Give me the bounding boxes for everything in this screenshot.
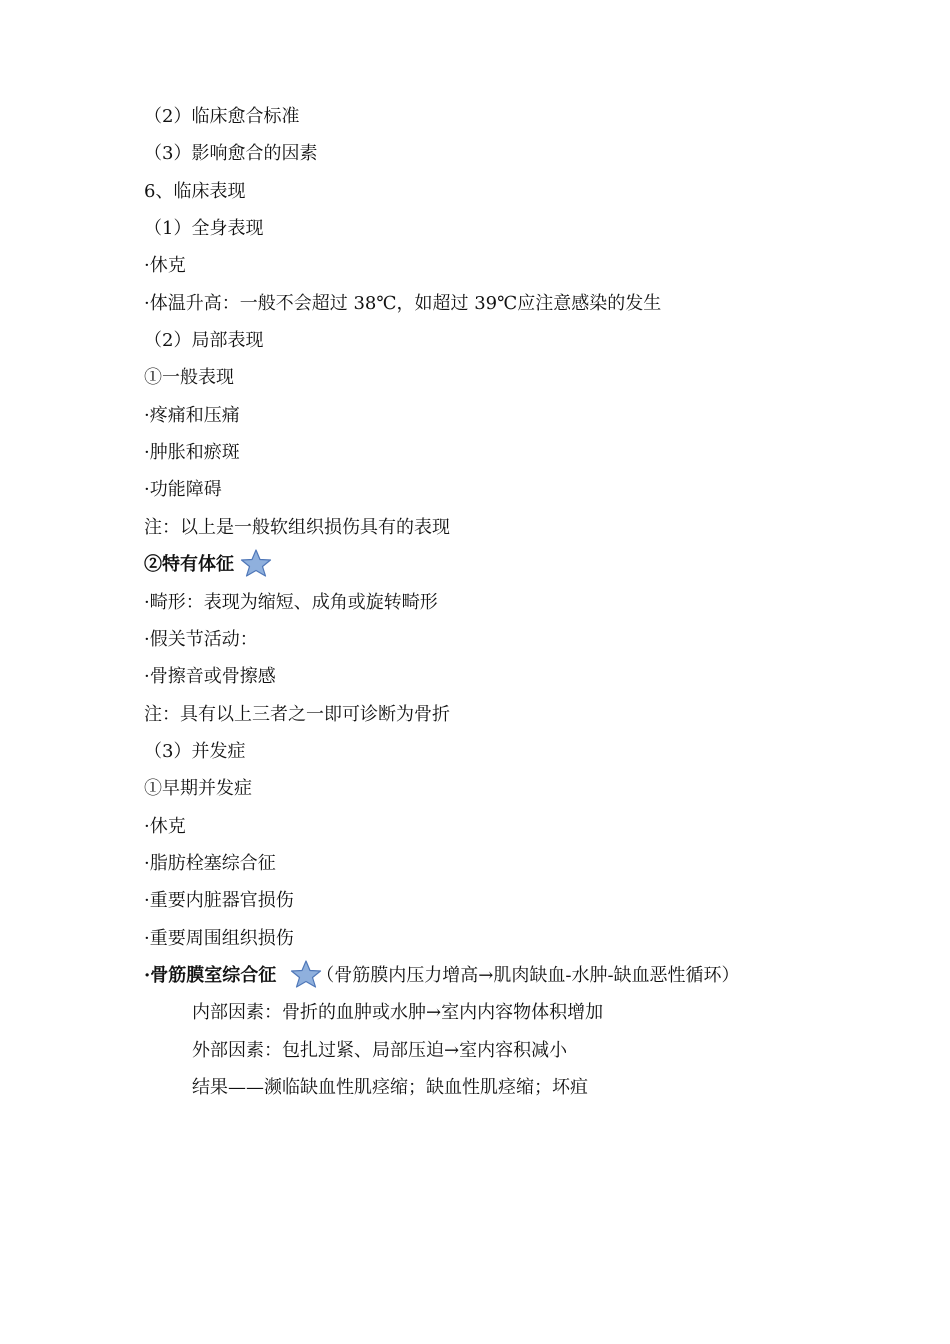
result-line: 结果——濒临缺血性肌痉缩；缺血性肌痉缩；坏疽 (192, 1077, 588, 1098)
section-clinical-manifestations: 6、临床表现 (144, 181, 246, 202)
item-general-signs: ①一般表现 (144, 367, 234, 388)
subsection-complications: （3）并发症 (144, 741, 246, 762)
note-diagnosis: 注：具有以上三者之一即可诊断为骨折 (144, 704, 450, 725)
bullet-shock: ·休克 (144, 255, 186, 276)
star-icon (240, 549, 272, 577)
subsection-local: （2）局部表现 (144, 330, 264, 351)
subsection-systemic: （1）全身表现 (144, 218, 264, 239)
bullet-visceral-injury: ·重要内脏器官损伤 (144, 890, 294, 911)
bullet-crepitus: ·骨擦音或骨擦感 (144, 666, 276, 687)
bullet-compartment-syndrome (144, 961, 740, 991)
compartment-syndrome-note: （骨筋膜内压力增高→肌肉缺血-水肿-缺血恶性循环） (316, 965, 740, 986)
bullet-peripheral-injury: ·重要周围组织损伤 (144, 928, 294, 949)
subsection-clinical-healing-criteria: （2）临床愈合标准 (144, 106, 300, 127)
note-soft-tissue: 注：以上是一般软组织损伤具有的表现 (144, 517, 450, 538)
bullet-swelling: ·肿胀和瘀斑 (144, 442, 240, 463)
item-specific-signs (144, 550, 272, 580)
item-early-complications: ①早期并发症 (144, 778, 252, 799)
bullet-pain: ·疼痛和压痛 (144, 405, 240, 426)
bullet-dysfunction: ·功能障碍 (144, 479, 222, 500)
compartment-syndrome-label: ·骨筋膜室综合征 (144, 965, 277, 986)
subsection-healing-factors: （3）影响愈合的因素 (144, 143, 318, 164)
bullet-deformity: ·畸形：表现为缩短、成角或旋转畸形 (144, 592, 438, 613)
bullet-fat-embolism: ·脂肪栓塞综合征 (144, 853, 276, 874)
bullet-false-joint: ·假关节活动： (144, 629, 258, 650)
specific-signs-label: ②特有体征 (144, 554, 234, 575)
external-factors: 外部因素：包扎过紧、局部压迫→室内容积减小 (192, 1040, 568, 1061)
star-icon (290, 960, 322, 988)
internal-factors: 内部因素：骨折的血肿或水肿→室内内容物体积增加 (192, 1002, 604, 1023)
bullet-shock-2: ·休克 (144, 816, 186, 837)
bullet-fever: ·体温升高：一般不会超过 38℃，如超过 39℃应注意感染的发生 (144, 293, 662, 314)
